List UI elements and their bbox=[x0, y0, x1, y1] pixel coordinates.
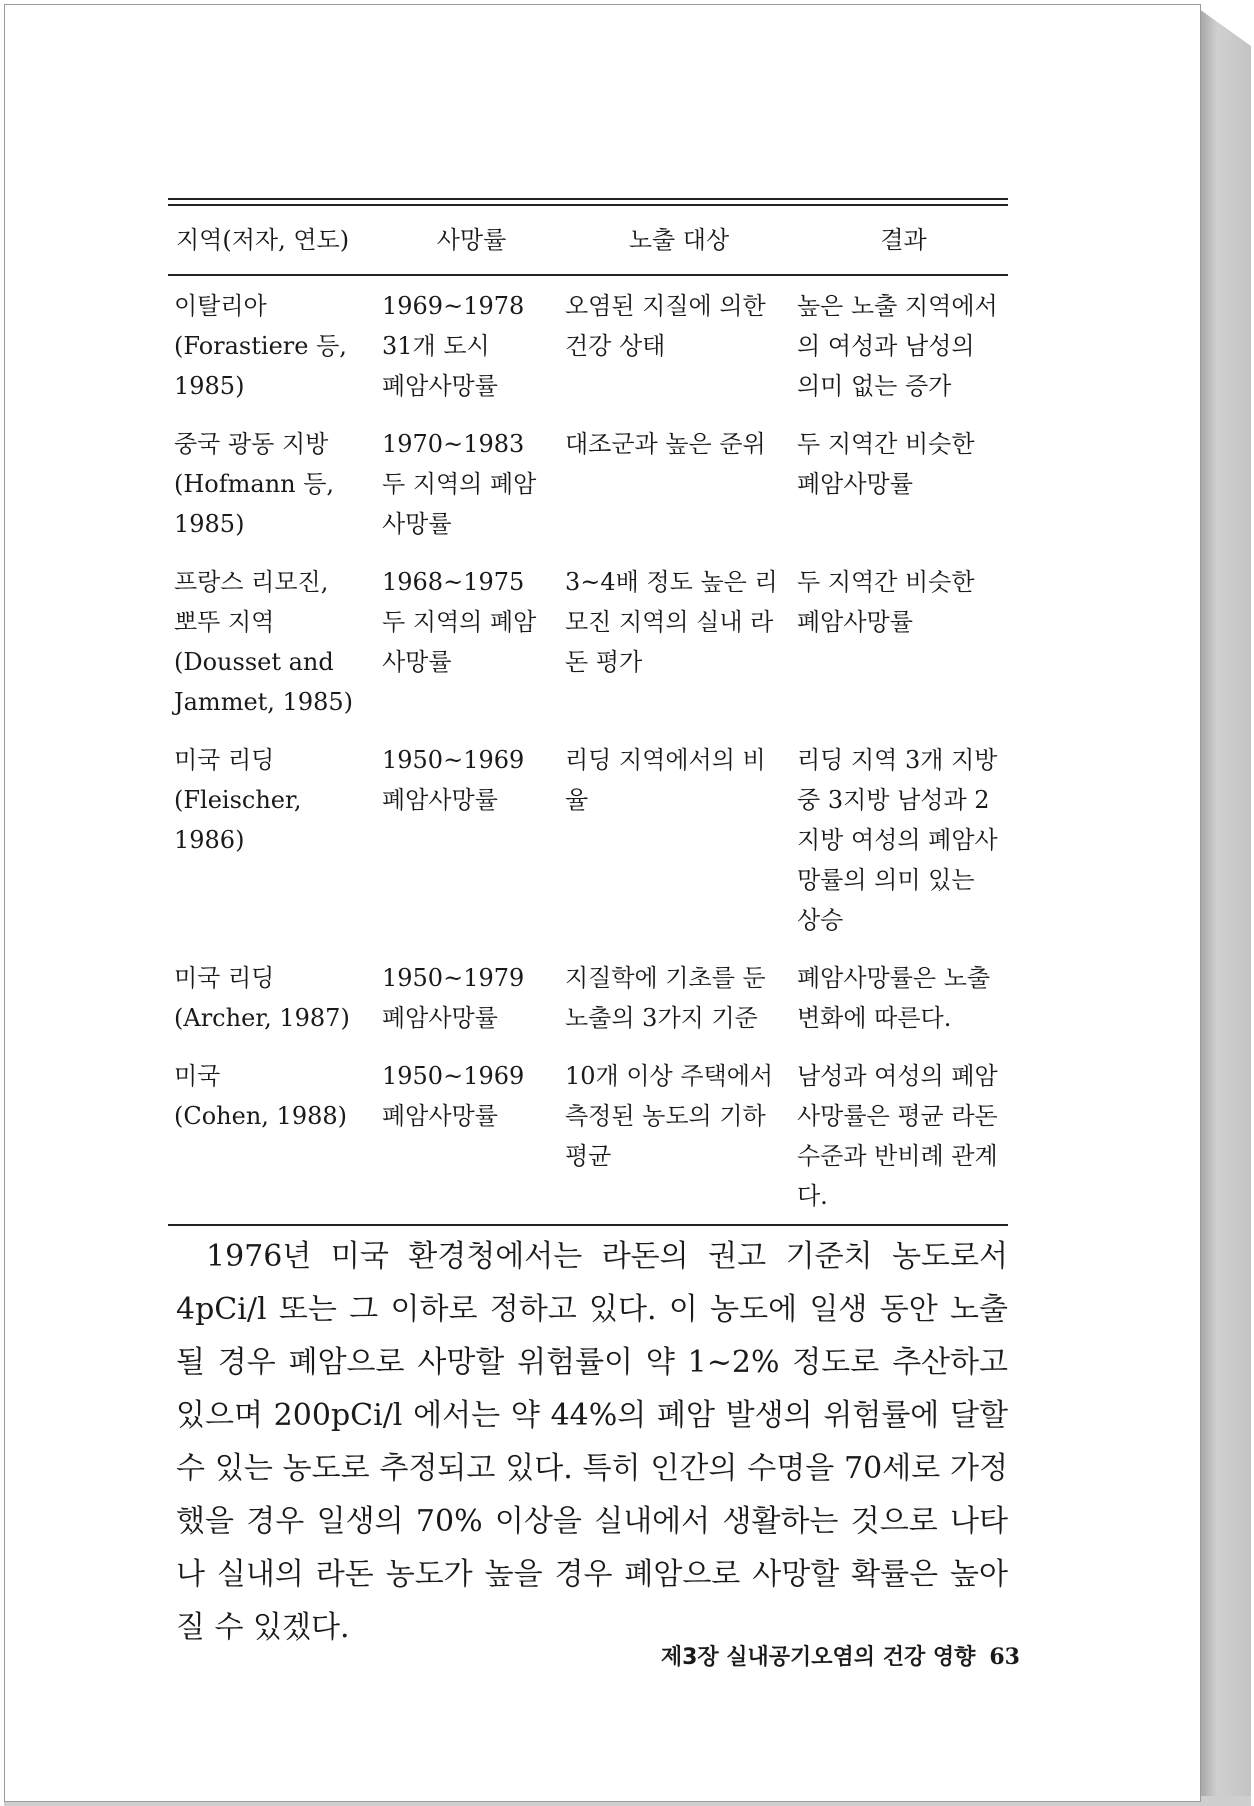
cell-mortality: 1970~1983 두 지역의 폐암 사망률 bbox=[382, 430, 537, 538]
radon-study-table bbox=[168, 198, 1008, 1226]
table-row bbox=[168, 1046, 1008, 1224]
cell-region: 이탈리아 (Forastiere 등, 1985) bbox=[174, 292, 347, 400]
cell-region: 미국 (Cohen, 1988) bbox=[174, 1062, 347, 1130]
page-number: 63 bbox=[989, 1644, 1020, 1670]
cell-mortality: 1950~1979 폐암사망률 bbox=[382, 964, 525, 1032]
body-paragraph: 1976년 미국 환경청에서는 라돈의 권고 기준치 농도로서 4pCi/l 또는 그 이하로 정하고 있다. 이 농도에 일생 동안 노출될 경우 폐암으로 사망할 위험률이 약 1~2% 정도로 추산하고 있으며 200pCi/l 에서는 약 44%의 폐암 발생의 위험률에 달할 수 있는 농도로 추정되고 있다. 특히 인간의 수명을 70세로 가정했을 경우 일생의 70% 이상을 실내에서 생활하는 것으로 나타나 실내의 라돈 농도가 높을 경우 폐암으로 사망할 확률은 높아질 수 있겠다. bbox=[176, 1239, 1008, 1645]
table-row bbox=[168, 275, 1008, 414]
cell-exposure: 3~4배 정도 높은 리모진 지역의 실내 라돈 평가 bbox=[565, 568, 778, 676]
cell-mortality: 1969~1978 31개 도시 폐암사망률 bbox=[382, 292, 525, 400]
cell-exposure: 대조군과 높은 준위 bbox=[565, 430, 766, 458]
table-header-row bbox=[168, 206, 1008, 275]
cell-region: 프랑스 리모진, 뽀뚜 지역 (Dousset and Jammet, 1985) bbox=[174, 568, 353, 716]
cell-result: 폐암사망률은 노출 변화에 따른다. bbox=[797, 964, 991, 1032]
cell-result: 두 지역간 비슷한 폐암사망률 bbox=[797, 430, 975, 498]
cell-exposure: 10개 이상 주택에서 측정된 농도의 기하 평균 bbox=[565, 1062, 774, 1170]
header-mortality: 사망률 bbox=[376, 206, 559, 275]
header-exposure: 노출 대상 bbox=[559, 206, 791, 275]
cell-region: 미국 리딩 (Archer, 1987) bbox=[174, 964, 350, 1032]
cell-result: 리딩 지역 3개 지방 중 3지방 남성과 2지방 여성의 폐암사망률의 의미 있는 상승 bbox=[797, 746, 998, 934]
cell-region: 미국 리딩 (Fleischer, 1986) bbox=[174, 746, 302, 854]
cell-mortality: 1968~1975 두 지역의 폐암 사망률 bbox=[382, 568, 537, 676]
table-row bbox=[168, 552, 1008, 730]
page-footer bbox=[620, 1640, 1020, 1671]
cell-mortality: 1950~1969 폐암사망률 bbox=[382, 746, 525, 814]
cell-result: 두 지역간 비슷한 폐암사망률 bbox=[797, 568, 975, 636]
study-table bbox=[168, 206, 1008, 1224]
chapter-title: 제3장 실내공기오염의 건강 영향 bbox=[660, 1645, 976, 1670]
cell-exposure: 오염된 지질에 의한 건강 상태 bbox=[565, 292, 766, 360]
cell-result: 높은 노출 지역에서의 여성과 남성의 의미 없는 증가 bbox=[797, 292, 998, 400]
table-top-rule bbox=[168, 198, 1008, 206]
header-region: 지역(저자, 연도) bbox=[168, 206, 376, 275]
cell-result: 남성과 여성의 폐암사망률은 평균 라돈 수준과 반비례 관계다. bbox=[797, 1062, 998, 1210]
cell-exposure: 리딩 지역에서의 비율 bbox=[565, 746, 766, 814]
cell-mortality: 1950~1969 폐암사망률 bbox=[382, 1062, 525, 1130]
header-result: 결과 bbox=[791, 206, 1008, 275]
body-text bbox=[176, 1230, 1008, 1654]
book-page-edge bbox=[1195, 6, 1251, 1802]
table-row bbox=[168, 730, 1008, 948]
table-row bbox=[168, 414, 1008, 552]
table-row bbox=[168, 948, 1008, 1046]
cell-exposure: 지질학에 기초를 둔 노출의 3가지 기준 bbox=[565, 964, 766, 1032]
table-bottom-rule bbox=[168, 1224, 1008, 1226]
cell-region: 중국 광동 지방 (Hofmann 등, 1985) bbox=[174, 430, 335, 538]
